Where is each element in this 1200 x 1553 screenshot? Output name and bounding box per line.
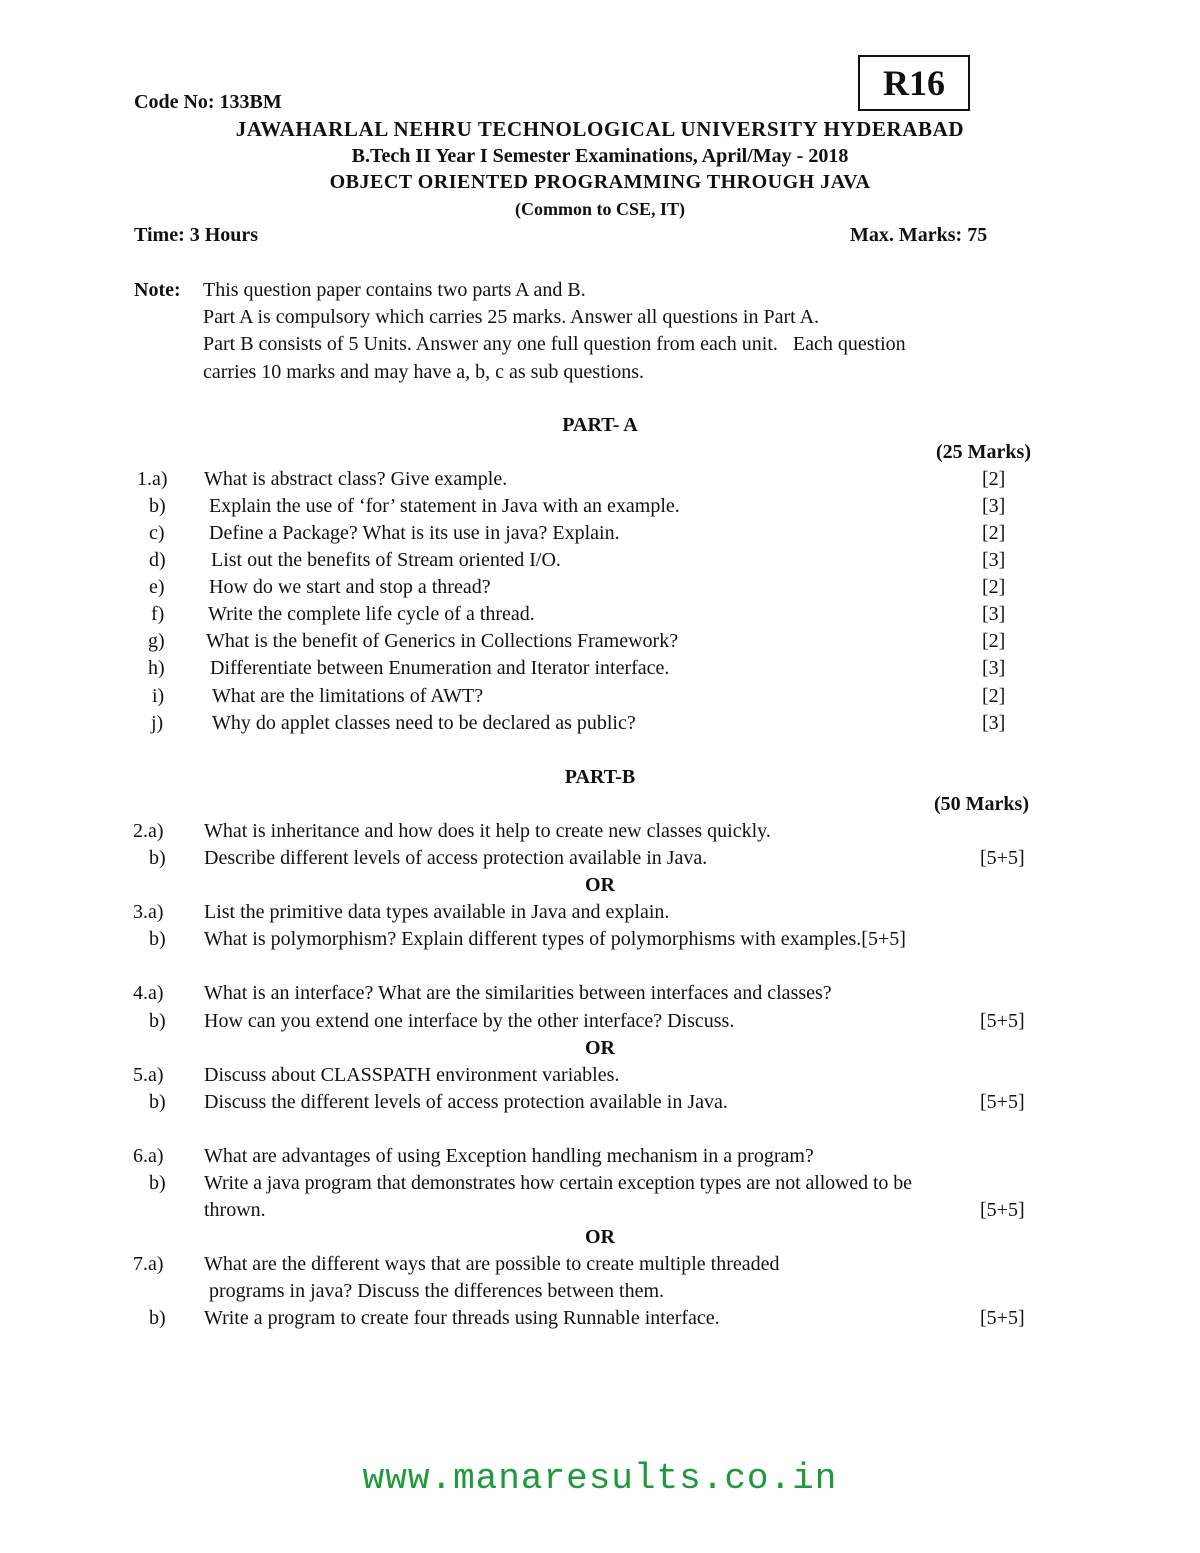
note-line: carries 10 marks and may have a, b, c as sub questions. xyxy=(203,361,644,383)
exam-title: B.Tech II Year I Semester Examinations, April/May - 2018 xyxy=(351,145,849,167)
question-number: 7.a) xyxy=(133,1253,164,1275)
question-number: b) xyxy=(149,1172,166,1194)
question-number: 4.a) xyxy=(133,982,164,1004)
question-number: b) xyxy=(149,928,166,950)
question-number: 2.a) xyxy=(133,820,164,842)
question-number: g) xyxy=(148,630,165,652)
question-marks: [3] xyxy=(982,603,1006,625)
question-number: h) xyxy=(148,657,165,679)
question-number: i) xyxy=(152,685,165,707)
question-text: Describe different levels of access protection available in Java. xyxy=(204,847,708,869)
question-text: programs in java? Discuss the differences between them. xyxy=(204,1280,665,1302)
question-number: b) xyxy=(149,495,166,517)
question-marks: [2] xyxy=(982,576,1006,598)
question-text: Write a java program that demonstrates how certain exception types are not allowed to be xyxy=(204,1172,912,1194)
question-text: List out the benefits of Stream oriented I/O. xyxy=(211,549,561,571)
question-text: How can you extend one interface by the other interface? Discuss. xyxy=(204,1010,735,1032)
university-name: JAWAHARLAL NEHRU TECHNOLOGICAL UNIVERSITY HYDERABAD xyxy=(235,117,965,141)
or-separator: OR xyxy=(585,874,615,896)
question-marks: [2] xyxy=(982,685,1006,707)
note-line: This question paper contains two parts A and B. xyxy=(203,279,586,301)
question-number: b) xyxy=(149,1307,166,1329)
question-marks: [3] xyxy=(982,495,1006,517)
question-number: 3.a) xyxy=(133,901,164,923)
question-number: 1.a) xyxy=(137,468,168,490)
question-text: Why do applet classes need to be declared as public? xyxy=(212,712,636,734)
question-text: Write a program to create four threads using Runnable interface. xyxy=(204,1307,720,1329)
note-line: Part A is compulsory which carries 25 marks. Answer all questions in Part A. xyxy=(203,306,820,328)
code-number: Code No: 133BM xyxy=(134,91,282,113)
question-number: b) xyxy=(149,1091,166,1113)
question-marks: [5+5] xyxy=(980,1010,1025,1032)
regulation-label: R16 xyxy=(883,63,945,103)
question-number: b) xyxy=(149,847,166,869)
note-label: Note: xyxy=(134,279,181,301)
part-b-marks: (50 Marks) xyxy=(934,793,1029,815)
question-text: Write the complete life cycle of a thread. xyxy=(208,603,535,625)
question-text: Discuss about CLASSPATH environment variables. xyxy=(204,1064,620,1086)
question-number: c) xyxy=(149,522,165,544)
question-marks: [2] xyxy=(982,630,1006,652)
question-marks: [2] xyxy=(982,522,1006,544)
question-text: Define a Package? What is its use in java? Explain. xyxy=(209,522,620,544)
question-text: What is abstract class? Give example. xyxy=(204,468,508,490)
question-text: What are the different ways that are possible to create multiple threaded xyxy=(204,1253,780,1275)
question-number: f) xyxy=(151,603,165,625)
question-text: thrown. xyxy=(204,1199,266,1221)
question-marks: [5+5] xyxy=(980,1199,1025,1221)
question-text: What is the benefit of Generics in Collections Framework? xyxy=(206,630,679,652)
question-marks: [5+5] xyxy=(980,847,1025,869)
common-to: (Common to CSE, IT) xyxy=(514,199,685,219)
or-separator: OR xyxy=(585,1037,615,1059)
time-label: Time: 3 Hours xyxy=(134,224,259,246)
question-marks: [3] xyxy=(982,657,1006,679)
question-text: Explain the use of ‘for’ statement in Java with an example. xyxy=(209,495,680,517)
part-a-marks: (25 Marks) xyxy=(936,441,1031,463)
question-marks: [5+5] xyxy=(980,1091,1025,1113)
question-text: List the primitive data types available in Java and explain. xyxy=(204,901,670,923)
max-marks-label: Max. Marks: 75 xyxy=(850,224,988,246)
subject-title: OBJECT ORIENTED PROGRAMMING THROUGH JAVA xyxy=(329,171,871,193)
question-text: Discuss the different levels of access protection available in Java. xyxy=(204,1091,728,1113)
question-text: What are the limitations of AWT? xyxy=(212,685,484,707)
question-number: 6.a) xyxy=(133,1145,164,1167)
note-line: Part B consists of 5 Units. Answer any one full question from each unit. Each question xyxy=(203,333,906,355)
question-marks: [3] xyxy=(982,549,1006,571)
question-text: What is an interface? What are the similarities between interfaces and classes? xyxy=(204,982,832,1004)
part-a-title: PART- A xyxy=(562,414,638,436)
question-text: Differentiate between Enumeration and Iterator interface. xyxy=(210,657,670,679)
question-text: What is polymorphism? Explain different types of polymorphisms with examples.[5+5] xyxy=(204,928,906,950)
question-number: e) xyxy=(149,576,165,598)
or-separator: OR xyxy=(585,1226,615,1248)
question-marks: [3] xyxy=(982,712,1006,734)
question-number: 5.a) xyxy=(133,1064,164,1086)
question-number: b) xyxy=(149,1010,166,1032)
question-marks: [5+5] xyxy=(980,1307,1025,1329)
part-b-title: PART-B xyxy=(564,766,636,788)
question-marks: [2] xyxy=(982,468,1006,490)
website-footer: www.manaresults.co.in xyxy=(362,1458,838,1499)
question-number: d) xyxy=(149,549,166,571)
question-text: What is inheritance and how does it help to create new classes quickly. xyxy=(204,820,771,842)
regulation-box xyxy=(858,55,970,111)
question-text: How do we start and stop a thread? xyxy=(209,576,491,598)
question-number: j) xyxy=(151,712,164,734)
question-text: What are advantages of using Exception handling mechanism in a program? xyxy=(204,1145,814,1167)
